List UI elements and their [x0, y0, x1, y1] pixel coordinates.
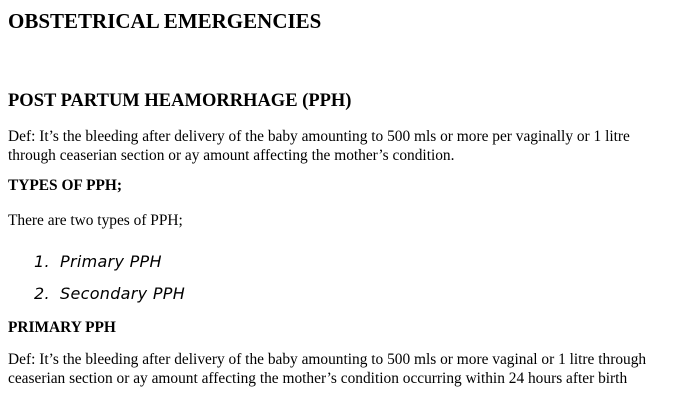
list-item-number: 1.: [34, 252, 50, 271]
types-intro: There are two types of PPH;: [8, 212, 183, 229]
section-heading-pph: POST PARTUM HEAMORRHAGE (PPH): [8, 91, 352, 111]
types-heading: TYPES OF PPH;: [8, 177, 123, 194]
list-item-label: Primary PPH: [60, 252, 162, 271]
list-item-label: Secondary PPH: [60, 284, 186, 303]
pph-types-list: [34, 246, 185, 310]
pph-definition: Def: It’s the bleeding after delivery of the baby amounting to 500 mls or more per vaginally or 1 litre through ceaserian section or ay amount affecting the mother’s condition.: [8, 128, 630, 164]
document-title: OBSTETRICAL EMERGENCIES: [8, 9, 322, 33]
list-item-primary-pph: [34, 246, 185, 278]
primary-pph-definition: Def: It’s the bleeding after delivery of the baby amounting to 500 mls or more vaginal or 1 litre through ceaserian section or ay amount affecting the mother’s condition occurring within 24 hours after birth: [8, 351, 647, 387]
list-item-secondary-pph: [34, 278, 185, 310]
list-item-number: 2.: [34, 284, 50, 303]
primary-pph-heading: PRIMARY PPH: [8, 319, 116, 336]
